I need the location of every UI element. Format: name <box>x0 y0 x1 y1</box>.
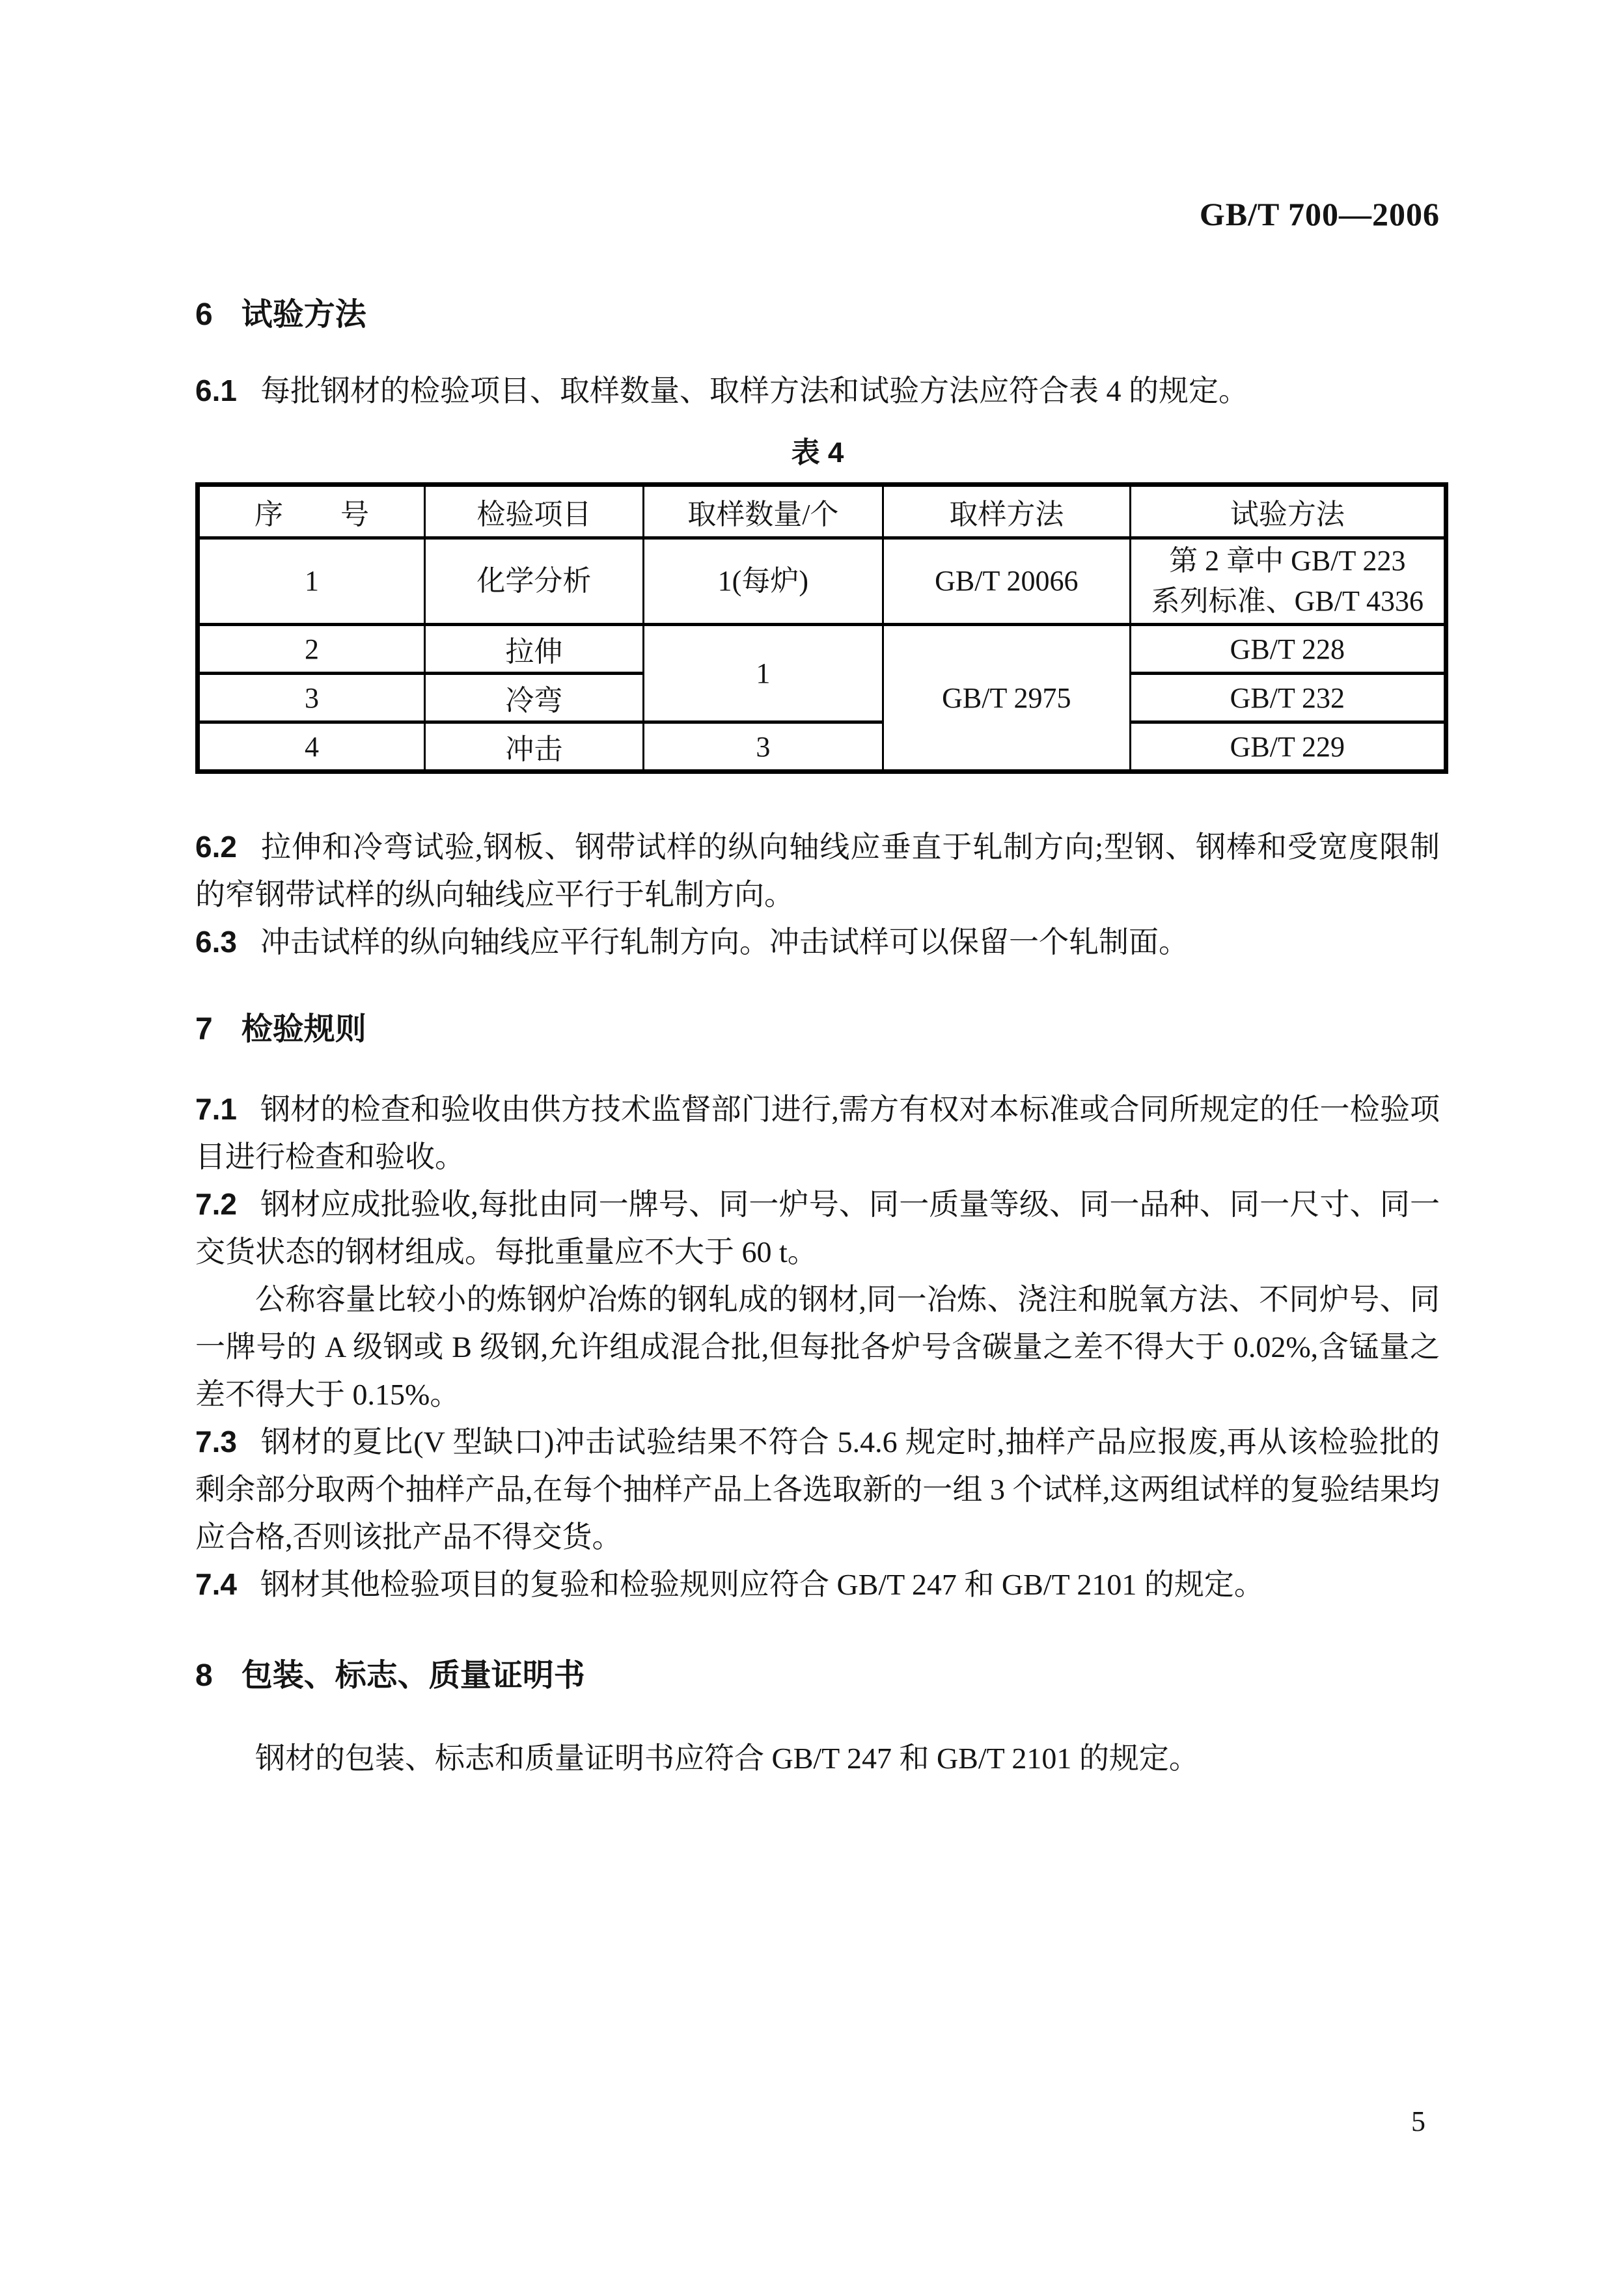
clause-6-3-number: 6.3 <box>195 925 237 959</box>
section-8-heading <box>195 1656 1440 1695</box>
cell-sampling-1: GB/T 20066 <box>883 538 1130 625</box>
cell-seq-4: 4 <box>198 722 425 772</box>
cell-test-3: GB/T 232 <box>1130 674 1446 722</box>
clause-7-4-text: 钢材其他检验项目的复验和检验规则应符合 GB/T 247 和 GB/T 2101 的规定。 <box>260 1568 1264 1601</box>
clause-7-3-text: 钢材的夏比(V 型缺口)冲击试验结果不符合 5.4.6 规定时,抽样产品应报废,再从该检验批的剩余部分取两个抽样产品,在每个抽样产品上各选取新的一组 3 个试样,这两组试样的复验结果均应合格,否则该批产品不得交货。 <box>195 1425 1440 1554</box>
clause-7-3-number: 7.3 <box>195 1425 237 1459</box>
section-8-number: 8 <box>195 1658 213 1693</box>
col-header-sampling: 取样方法 <box>883 485 1130 538</box>
col-header-qty: 取样数量/个 <box>643 485 883 538</box>
section-6-heading <box>195 295 1440 335</box>
cell-qty-1: 1(每炉) <box>643 538 883 625</box>
table-row <box>198 538 1446 625</box>
section-7-title: 检验规则 <box>241 1012 366 1047</box>
clause-7-2-paragraph-2: 公称容量比较小的炼钢炉冶炼的钢轧成的钢材,同一冶炼、浇注和脱氧方法、不同炉号、同一牌号的 A 级钢或 B 级钢,允许组成混合批,但每批各炉号含碳量之差不得大于 0.02%,含锰量之差不得大于 0.15%。 <box>195 1283 1440 1411</box>
clause-6-1 <box>195 367 1440 415</box>
clause-6-2-number: 6.2 <box>195 830 237 864</box>
cell-item-1: 化学分析 <box>425 538 644 625</box>
cell-qty-2-3-merged: 1 <box>643 625 883 722</box>
clause-6-2 <box>195 823 1440 918</box>
clause-7-1 <box>195 1086 1440 1181</box>
clause-6-3-text: 冲击试样的纵向轴线应平行轧制方向。冲击试样可以保留一个轧制面。 <box>260 925 1189 959</box>
section-6-number: 6 <box>195 297 213 332</box>
cell-test-1-line2: 系列标准、GB/T 4336 <box>1151 585 1424 617</box>
cell-seq-2: 2 <box>198 625 425 674</box>
table-row <box>198 722 1446 772</box>
clause-6-2-text: 拉伸和冷弯试验,钢板、钢带试样的纵向轴线应垂直于轧制方向;型钢、钢棒和受宽度限制的窄钢带试样的纵向轴线应平行于轧制方向。 <box>195 830 1440 911</box>
cell-qty-4: 3 <box>643 722 883 772</box>
cell-seq-3: 3 <box>198 674 425 722</box>
clause-6-1-text: 每批钢材的检验项目、取样数量、取样方法和试验方法应符合表 4 的规定。 <box>260 374 1248 407</box>
section-7-number: 7 <box>195 1012 213 1047</box>
clause-6-1-number: 6.1 <box>195 374 237 407</box>
cell-test-1 <box>1130 538 1446 625</box>
cell-item-4: 冲击 <box>425 722 644 772</box>
clause-7-4 <box>195 1561 1440 1608</box>
cell-test-4: GB/T 229 <box>1130 722 1446 772</box>
cell-test-1-line1: 第 2 章中 GB/T 223 <box>1169 545 1406 577</box>
table-4 <box>195 482 1448 774</box>
table-4-caption: 表 4 <box>791 437 844 469</box>
col-header-item: 检验项目 <box>425 485 644 538</box>
section-7-heading <box>195 1010 1440 1049</box>
cell-test-2: GB/T 228 <box>1130 625 1446 674</box>
clause-7-1-number: 7.1 <box>195 1092 237 1126</box>
col-header-test: 试验方法 <box>1130 485 1446 538</box>
clause-7-1-text: 钢材的检查和验收由供方技术监督部门进行,需方有权对本标准或合同所规定的任一检验项目进行检查和验收。 <box>195 1093 1440 1173</box>
clause-7-2-number: 7.2 <box>195 1187 237 1221</box>
cell-item-3: 冷弯 <box>425 674 644 722</box>
page-number: 5 <box>1411 2105 1425 2137</box>
section-6-title: 试验方法 <box>241 297 366 332</box>
col-header-seq: 序 号 <box>198 485 425 538</box>
clause-7-3 <box>195 1418 1440 1561</box>
section-8-paragraph: 钢材的包装、标志和质量证明书应符合 GB/T 247 和 GB/T 2101 的规定。 <box>255 1742 1199 1775</box>
table-header-row <box>198 485 1446 538</box>
cell-seq-1: 1 <box>198 538 425 625</box>
clause-7-2 <box>195 1181 1440 1276</box>
cell-sampling-2-4-merged: GB/T 2975 <box>883 625 1130 772</box>
page-content <box>195 0 1440 1782</box>
clause-7-2-text: 钢材应成批验收,每批由同一牌号、同一炉号、同一质量等级、同一品种、同一尺寸、同一交货状态的钢材组成。每批重量应不大于 60 t。 <box>195 1188 1440 1268</box>
clause-7-4-number: 7.4 <box>195 1567 237 1601</box>
table-row <box>198 625 1446 674</box>
standard-number-header: GB/T 700—2006 <box>1199 196 1440 232</box>
clause-6-3 <box>195 918 1440 966</box>
cell-item-2: 拉伸 <box>425 625 644 674</box>
section-8-title: 包装、标志、质量证明书 <box>241 1658 585 1693</box>
